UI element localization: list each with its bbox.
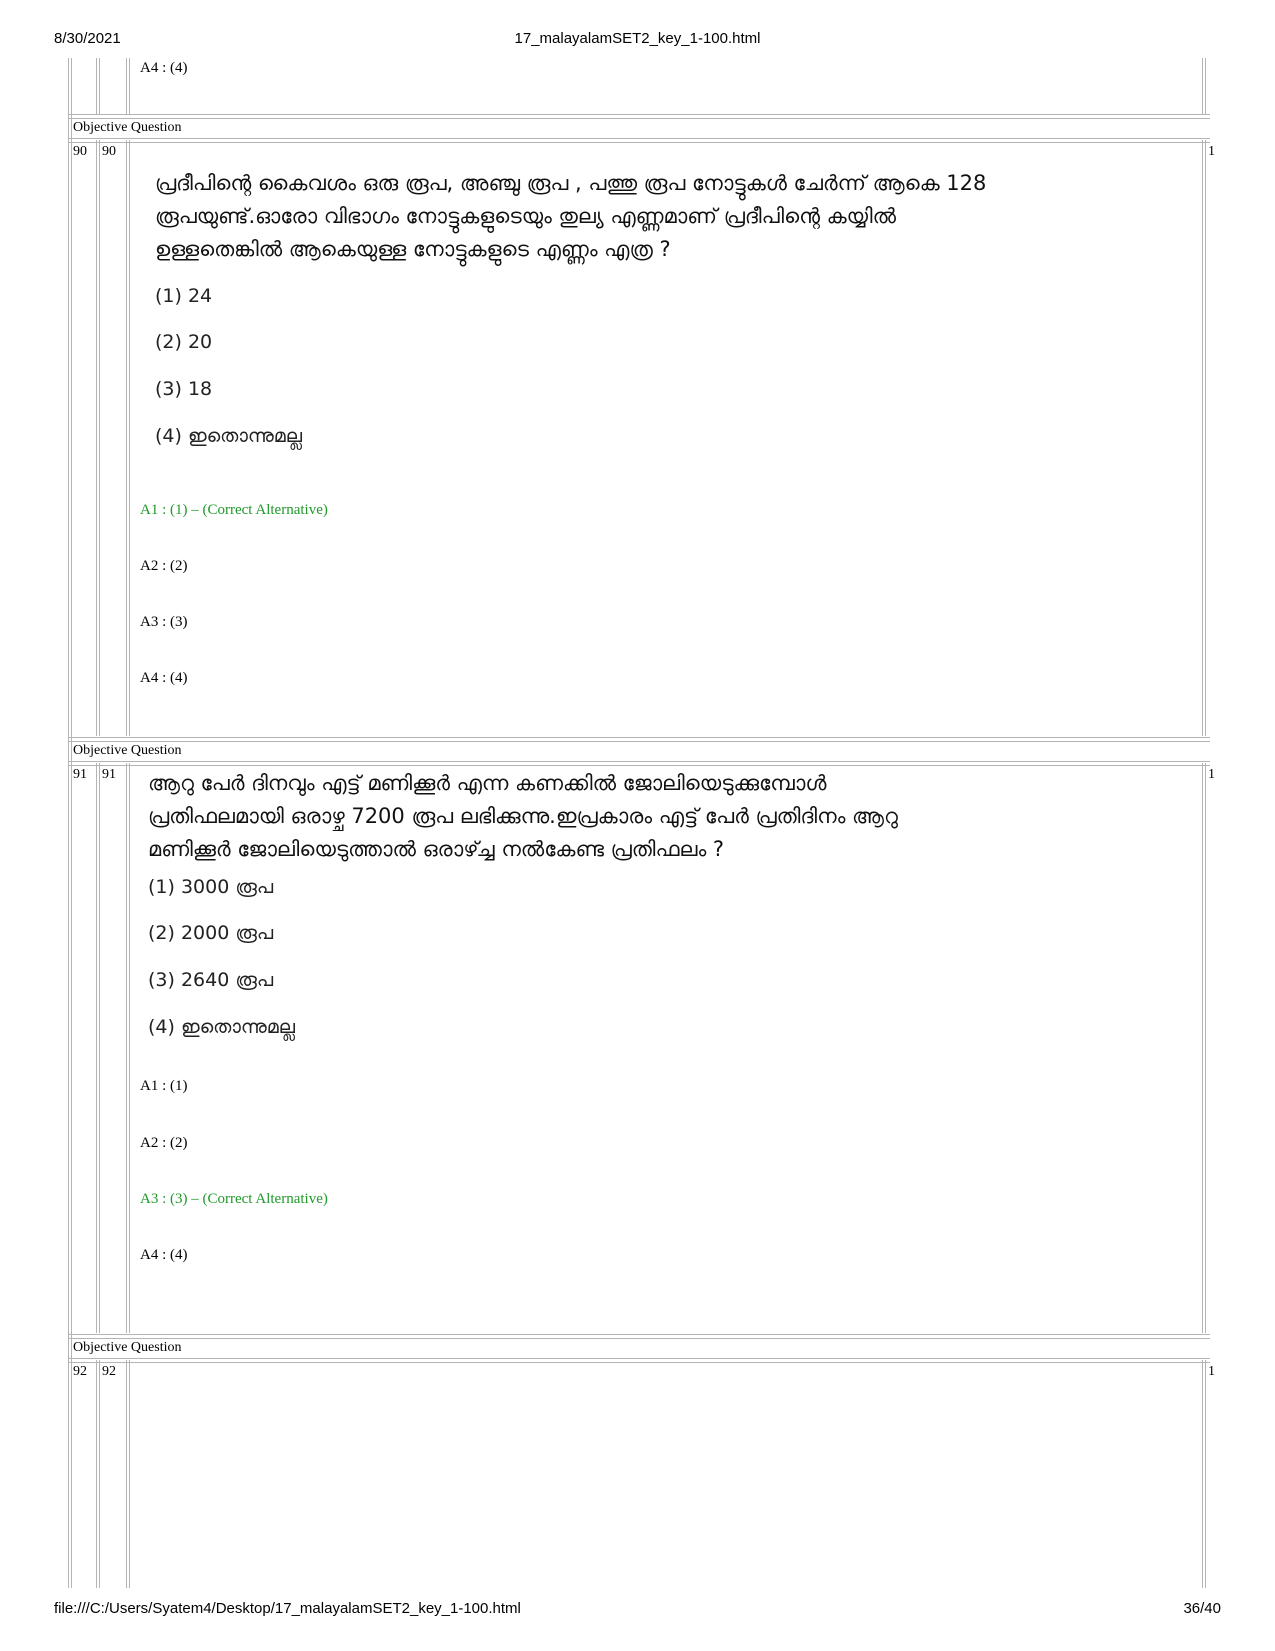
grid-line xyxy=(96,1360,97,1588)
grid-line xyxy=(126,140,127,736)
question-text-line: ഉള്ളതെങ്കിൽ ആകെയുള്ള നോട്ടുകളുടെ എണ്ണം എത്ര ? xyxy=(155,237,671,261)
section-label: Objective Question xyxy=(73,1340,182,1355)
question-text-line: ആറു പേർ ദിനവും എട്ട് മണിക്കൂർ എന്ന കണക്കിൽ ജോലിയെടുക്കുമ്പോൾ xyxy=(148,771,827,795)
grid-line xyxy=(99,140,100,736)
grid-line xyxy=(1202,763,1203,1333)
question-id: 90 xyxy=(102,144,116,159)
grid-line xyxy=(68,737,1210,742)
question-text-line: രൂപയുണ്ട്.ഓരോ വിഭാഗം നോട്ടുകളുടെയും തുല്യ എണ്ണമാണ് പ്രദീപിന്റെ കയ്യിൽ xyxy=(155,204,896,228)
grid-line xyxy=(99,1360,100,1588)
grid-line xyxy=(129,58,130,114)
grid-line xyxy=(68,1358,1210,1363)
grid-line xyxy=(1205,140,1206,736)
option-3: (3) 2640 രൂപ xyxy=(148,969,274,991)
grid-line xyxy=(96,58,97,114)
answer-option: A4 : (4) xyxy=(140,1247,188,1263)
grid-line xyxy=(1202,140,1203,736)
question-text-line: മണിക്കൂർ ജോലിയെടുത്താൽ ഒരാഴ്ച്ച നൽകേണ്ട പ്രതിഫലം ? xyxy=(148,837,725,861)
grid-line xyxy=(1202,1360,1203,1588)
option-2: (2) 20 xyxy=(155,331,213,353)
grid-line xyxy=(126,58,127,114)
print-date: 8/30/2021 xyxy=(54,30,121,47)
question-serial: 92 xyxy=(73,1364,87,1379)
grid-line xyxy=(96,763,97,1333)
answer-option: A1 : (1) xyxy=(140,1078,188,1094)
answer-option: A3 : (3) xyxy=(140,614,188,630)
option-3: (3) 18 xyxy=(155,378,213,400)
grid-line xyxy=(1205,58,1206,114)
question-mark: 1 xyxy=(1208,144,1215,159)
answer-option: A2 : (2) xyxy=(140,558,188,574)
grid-line xyxy=(68,761,1210,766)
option-4: (4) ഇതൊന്നുമല്ല xyxy=(148,1016,295,1038)
grid-line xyxy=(1205,1360,1206,1588)
option-4: (4) ഇതൊന്നുമല്ല xyxy=(155,425,302,447)
print-title: 17_malayalamSET2_key_1-100.html xyxy=(514,30,761,47)
question-id: 92 xyxy=(102,1364,116,1379)
grid-line xyxy=(99,763,100,1333)
answer-option: A4 : (4) xyxy=(140,670,188,686)
grid-line xyxy=(68,138,1210,143)
answer-option-correct: A1 : (1) – (Correct Alternative) xyxy=(140,502,328,518)
question-serial: 90 xyxy=(73,144,87,159)
print-page-number: 36/40 xyxy=(1183,1600,1221,1617)
option-2: (2) 2000 രൂപ xyxy=(148,922,274,944)
question-text-line: പ്രദീപിന്റെ കൈവശം ഒരു രൂപ, അഞ്ചു രൂപ , പത്തു രൂപ നോട്ടുകൾ ചേർന്ന് ആകെ 128 xyxy=(155,171,987,195)
answer-option: A4 : (4) xyxy=(140,60,188,76)
question-text xyxy=(148,767,898,866)
option-1: (1) 24 xyxy=(155,285,213,307)
answer-option: A2 : (2) xyxy=(140,1135,188,1151)
grid-line xyxy=(129,1360,130,1588)
grid-line xyxy=(129,140,130,736)
grid-line xyxy=(129,763,130,1333)
grid-line xyxy=(68,114,1210,119)
question-serial: 91 xyxy=(73,767,87,782)
section-label: Objective Question xyxy=(73,120,182,135)
option-1: (1) 3000 രൂപ xyxy=(148,876,274,898)
grid-line xyxy=(126,763,127,1333)
grid-line xyxy=(99,58,100,114)
answer-option-correct: A3 : (3) – (Correct Alternative) xyxy=(140,1191,328,1207)
section-label: Objective Question xyxy=(73,743,182,758)
question-text-line: പ്രതിഫലമായി ഒരാഴ്ച 7200 രൂപ ലഭിക്കുന്നു.ഇപ്രകാരം എട്ട് പേർ പ്രതിദിനം ആറു xyxy=(148,804,898,828)
grid-line xyxy=(68,1334,1210,1339)
grid-line xyxy=(1202,58,1203,114)
question-id: 91 xyxy=(102,767,116,782)
question-mark: 1 xyxy=(1208,767,1215,782)
grid-line xyxy=(1205,763,1206,1333)
grid-line xyxy=(96,140,97,736)
question-mark: 1 xyxy=(1208,1364,1215,1379)
question-text xyxy=(155,167,986,266)
grid-line xyxy=(126,1360,127,1588)
print-file-path: file:///C:/Users/Syatem4/Desktop/17_malayalamSET2_key_1-100.html xyxy=(54,1600,521,1617)
